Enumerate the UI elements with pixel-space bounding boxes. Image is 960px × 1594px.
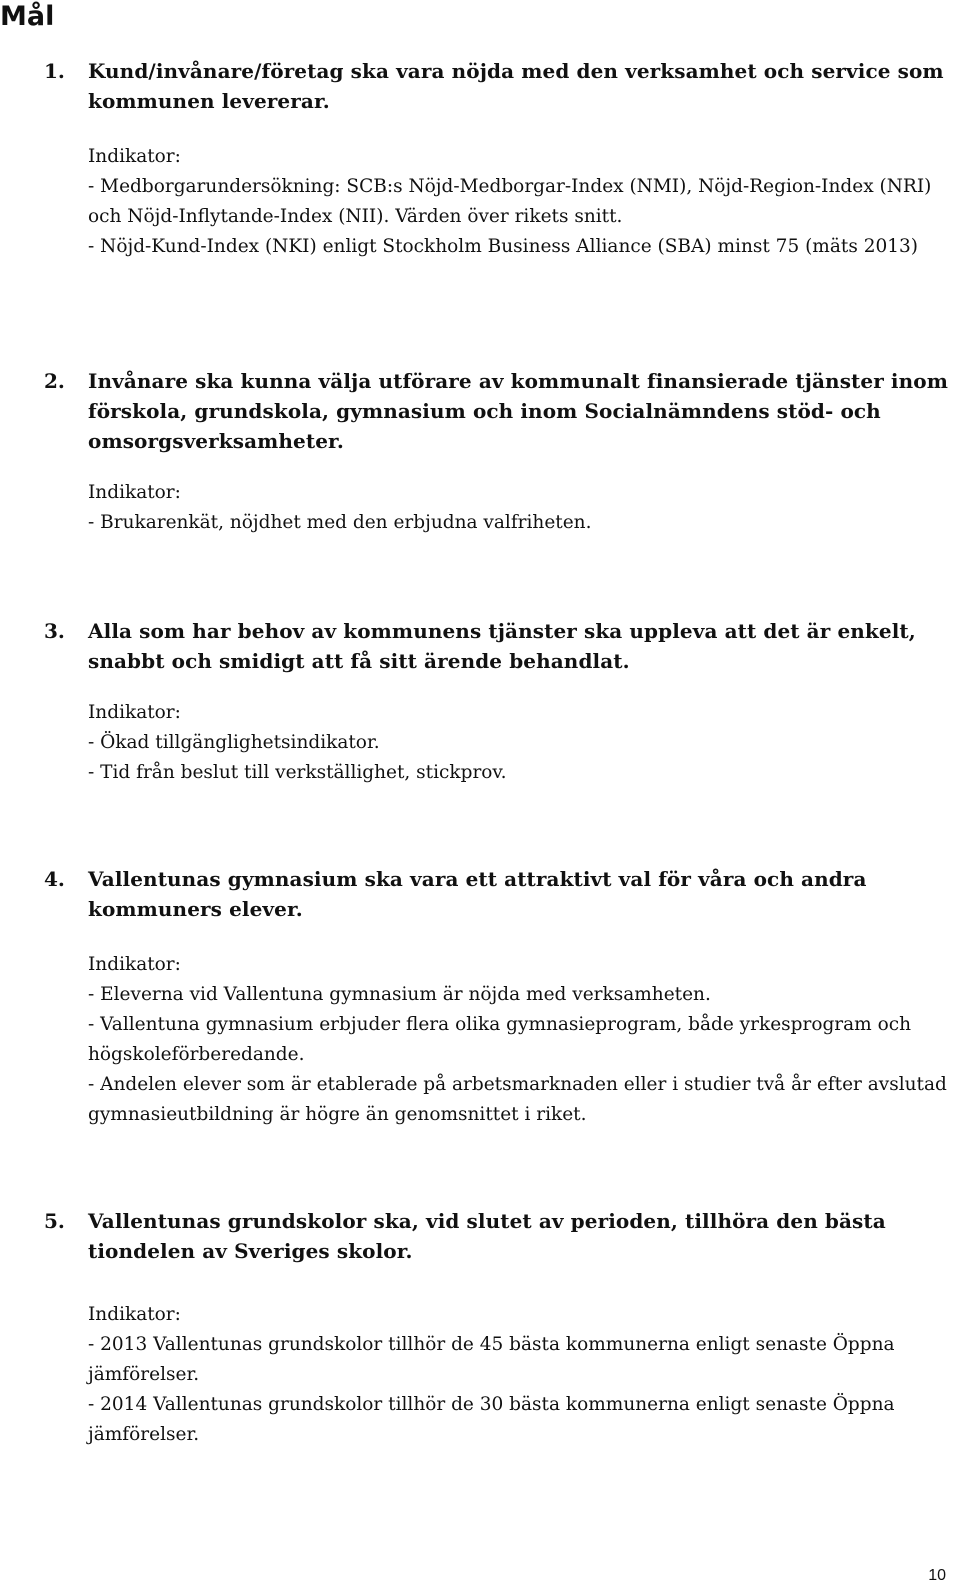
indicator-block <box>88 698 954 788</box>
page-heading: Mål <box>0 1 55 32</box>
indicator-item: - Ökad tillgänglighetsindikator. <box>88 732 380 753</box>
goal-title: Vallentunas grundskolor ska, vid slutet av perioden, tillhöra den bästa tiondelen av Sveriges skolor. <box>88 1209 886 1263</box>
indicator-item: - Vallentuna gymnasium erbjuder flera olika gymnasieprogram, både yrkesprogram och högskoleförberedande. <box>88 1014 912 1065</box>
goal-number: 4. <box>44 867 65 891</box>
goal-4 <box>44 864 954 1130</box>
indicator-item: - Tid från beslut till verkställighet, stickprov. <box>88 762 507 783</box>
indicator-label: Indikator: <box>88 954 181 975</box>
indicator-item: - 2014 Vallentunas grundskolor tillhör de 30 bästa kommunerna enligt senaste Öppna jämförelser. <box>88 1394 895 1445</box>
goal-number: 1. <box>44 59 65 83</box>
goal-2 <box>44 366 954 538</box>
indicator-label: Indikator: <box>88 482 181 503</box>
page-number: 10 <box>928 1567 946 1584</box>
indicator-block <box>88 478 954 538</box>
goal-1 <box>44 56 954 262</box>
goal-3 <box>44 616 954 788</box>
goal-5 <box>44 1206 954 1450</box>
indicator-block <box>88 950 954 1130</box>
indicator-label: Indikator: <box>88 1304 181 1325</box>
indicator-item: - Andelen elever som är etablerade på arbetsmarknaden eller i studier två år efter avslutad gymnasieutbildning är högre än genomsnittet i riket. <box>88 1074 947 1125</box>
indicator-label: Indikator: <box>88 146 181 167</box>
goal-title: Invånare ska kunna välja utförare av kommunalt finansierade tjänster inom förskola, grundskola, gymnasium och inom Socialnämndens stöd- och omsorgsverksamheter. <box>88 369 948 453</box>
indicator-item: - Nöjd-Kund-Index (NKI) enligt Stockholm Business Alliance (SBA) minst 75 (mäts 2013) <box>88 236 918 257</box>
goal-title: Kund/invånare/företag ska vara nöjda med den verksamhet och service som kommunen levererar. <box>88 59 944 113</box>
indicator-block <box>88 1300 954 1450</box>
indicator-label: Indikator: <box>88 702 181 723</box>
goal-number: 5. <box>44 1209 65 1233</box>
indicator-item: - Medborgarundersökning: SCB:s Nöjd-Medborgar-Index (NMI), Nöjd-Region-Index (NRI) och Nöjd-Inflytande-Index (NII). Värden över rikets snitt. <box>88 176 932 227</box>
indicator-item: - Brukarenkät, nöjdhet med den erbjudna valfriheten. <box>88 512 592 533</box>
goal-title: Vallentunas gymnasium ska vara ett attraktivt val för våra och andra kommuners elever. <box>88 867 867 921</box>
indicator-item: - Eleverna vid Vallentuna gymnasium är nöjda med verksamheten. <box>88 984 711 1005</box>
indicator-item: - 2013 Vallentunas grundskolor tillhör de 45 bästa kommunerna enligt senaste Öppna jämförelser. <box>88 1334 895 1385</box>
goal-title: Alla som har behov av kommunens tjänster ska uppleva att det är enkelt, snabbt och smidigt att få sitt ärende behandlat. <box>88 619 916 673</box>
goal-number: 2. <box>44 369 65 393</box>
goal-number: 3. <box>44 619 65 643</box>
indicator-block <box>88 142 954 262</box>
